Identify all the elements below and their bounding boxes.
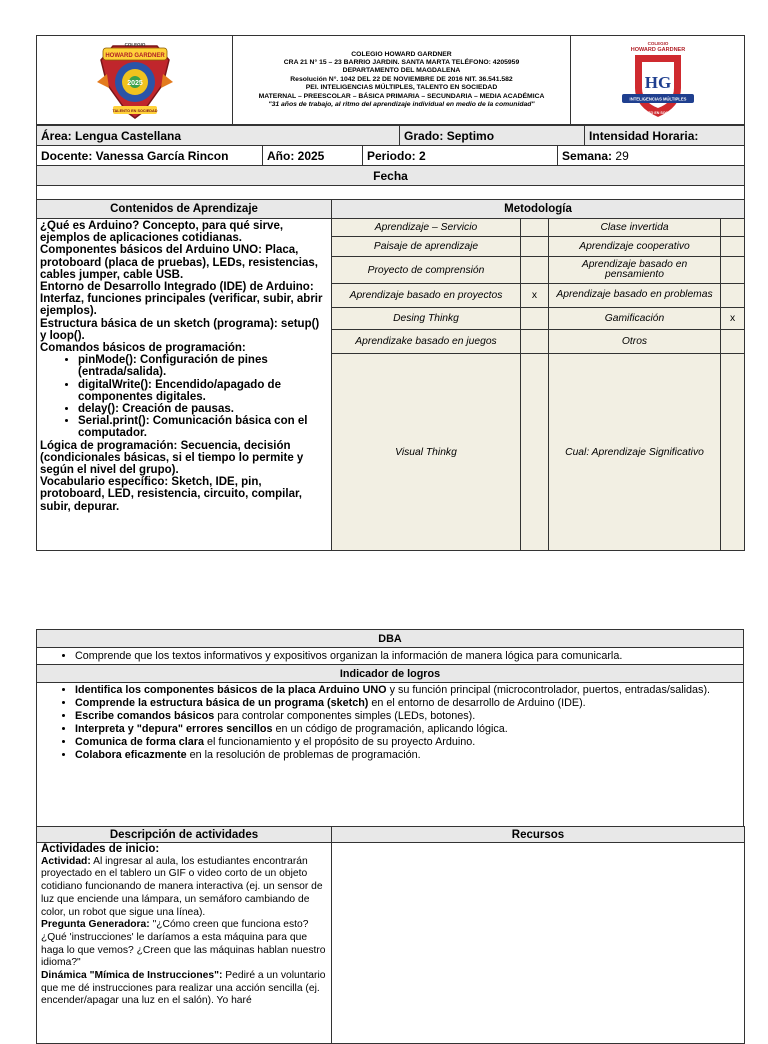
school-crest-left: [93, 38, 177, 122]
activity-paragraph: Dinámica "Mímica de Instrucciones": Pediré a un voluntario que me dé instrucciones para realizar una acción sencilla (ej. encender/apagar una luz en el salón). Yo haré: [41, 970, 326, 1007]
list-item: • Interpreta y "depura" errores sencillos en un código de programación, aplicando lógica.: [75, 723, 739, 736]
content-p2: Componentes básicos del Arduino UNO: Placa, protoboard (placa de pruebas), LEDs, resistencias, cables jumper, cable USB.: [40, 244, 318, 281]
method-mark: [721, 284, 745, 308]
method-name: Paisaje de aprendizaje: [332, 237, 521, 257]
activity-paragraph: Actividad: Al ingresar al aula, los estudiantes encontrarán proyectado en el tablero un GIF o video corto de un objeto cotidiano funcionando de manera interactiva (ej. un sensor de luz que enciende una lámpara, un semáforo cambiando de color, un robot que sigue una línea).: [41, 855, 323, 918]
periodo-field: Periodo: 2: [363, 146, 558, 166]
method-name: Aprendizake basado en juegos: [332, 330, 521, 354]
method-mark: [721, 354, 745, 551]
logros-header: Indicador de logros: [37, 665, 744, 683]
list-item: • Serial.print(): Comunicación básica con el computador.: [78, 415, 328, 439]
method-mark: [721, 257, 745, 284]
method-mark: x: [521, 284, 549, 308]
list-item: • Comprende la estructura básica de un programa (sketch) en el entorno de desarrollo de Arduino (IDE).: [75, 697, 739, 710]
method-mark: [721, 219, 745, 237]
method-mark: [721, 330, 745, 354]
school-name: COLEGIO HOWARD GARDNER: [351, 50, 452, 58]
semana-value: 29: [612, 148, 629, 163]
method-name: Clase invertida: [549, 219, 721, 237]
contents-header: Contenidos de Aprendizaje: [37, 200, 332, 219]
method-name: Aprendizaje basado en problemas: [549, 284, 721, 308]
content-p5: Comandos básicos de programación:: [40, 342, 246, 355]
method-name: Desing Thinkg: [332, 308, 521, 330]
svg-text:COLEGIO: COLEGIO: [647, 41, 668, 46]
method-name: Aprendizaje – Servicio: [332, 219, 521, 237]
dba-list: [37, 650, 743, 663]
school-levels: MATERNAL – PREESCOLAR – BÁSICA PRIMARIA – SECUNDARIA – MEDIA ACADÉMICA: [258, 92, 545, 100]
school-address: CRA 21 N° 15 – 23 BARRIO JARDIN. SANTA MARTA TELÉFONO: 4205959: [283, 58, 520, 66]
svg-text:TALENTO EN SOCIEDAD: TALENTO EN SOCIEDAD: [636, 111, 679, 115]
school-resolution: Resolución N°. 1042 DEL 22 DE NOVIEMBRE DE 2016 NIT. 36.541.582: [290, 75, 513, 83]
content-p7: Vocabulario específico: Sketch, IDE, pin, protoboard, LED, resistencia, circuito, compilar, subir, depurar.: [40, 476, 303, 513]
commands-list: [40, 354, 328, 439]
school-motto: "31 años de trabajo, al ritmo del aprendizaje individual en medio de la comunidad": [268, 101, 535, 109]
method-mark: [521, 237, 549, 257]
fecha-header: Fecha: [37, 166, 745, 186]
svg-text:HG: HG: [644, 73, 671, 92]
activity-paragraph: Pregunta Generadora: "¿Cómo creen que funciona esto? ¿Qué 'instrucciones' le daríamos a esta máquina para que haga lo que vemos? ¿Creen que las máquinas hablan nuestro idioma?": [41, 919, 326, 969]
method-mark: [521, 330, 549, 354]
content-p6: Lógica de programación: Secuencia, decisión (condicionales básicas, si el tiempo lo permite y según el nivel del grupo).: [40, 439, 304, 477]
method-mark: [521, 354, 549, 551]
method-mark: [521, 308, 549, 330]
method-name: Proyecto de comprensión: [332, 257, 521, 284]
activities-table: [36, 826, 745, 1044]
method-name: Aprendizaje basado en pensamiento: [549, 257, 721, 284]
list-item: • Escribe comandos básicos para controlar componentes simples (LEDs, botones).: [75, 710, 739, 723]
svg-text:COLEGIO: COLEGIO: [124, 42, 145, 47]
dba-header: DBA: [37, 630, 744, 648]
left-logo-cell: [37, 36, 233, 125]
resources-header: Recursos: [332, 827, 745, 843]
list-item: • Identifica los componentes básicos de la placa Arduino UNO y su función principal (microcontrolador, puertos, entradas/salidas).: [75, 684, 739, 697]
method-name: Cual: Aprendizaje Significativo: [549, 354, 721, 551]
svg-text:2025: 2025: [126, 80, 143, 87]
logros-cell: [37, 683, 744, 831]
right-logo-cell: [571, 36, 745, 125]
contents-methodology-table: [36, 199, 745, 551]
semana-field: [558, 146, 745, 166]
list-item: • Comprende que los textos informativos y expositivos organizan la información de manera lógica para comunicarla.: [75, 650, 743, 663]
dba-table: [36, 629, 744, 831]
course-info: [36, 125, 745, 202]
docente-field: Docente: Vanessa García Rincon: [37, 146, 263, 166]
dba-cell: [37, 648, 744, 665]
method-name: Aprendizaje basado en proyectos: [332, 284, 521, 308]
svg-text:INTELIGENCIAS MÚLTIPLES: INTELIGENCIAS MÚLTIPLES: [629, 96, 686, 102]
contents-cell: [37, 219, 332, 551]
method-name: Gamificación: [549, 308, 721, 330]
activities-header: Descripción de actividades: [37, 827, 332, 843]
school-pei: PEI. INTELIGENCIAS MÚLTIPLES, TALENTO EN SOCIEDAD: [305, 84, 498, 92]
content-p4: Estructura básica de un sketch (programa): setup() y loop().: [40, 317, 320, 342]
anio-field: Año: 2025: [263, 146, 363, 166]
school-header: [36, 35, 745, 125]
svg-text:HOWARD GARDNER: HOWARD GARDNER: [630, 47, 685, 53]
method-mark: [521, 257, 549, 284]
school-department: DEPARTAMENTO DEL MAGDALENA: [342, 67, 461, 75]
intensidad-field: Intensidad Horaria:: [585, 126, 745, 146]
method-name: Aprendizaje cooperativo: [549, 237, 721, 257]
list-item: • digitalWrite(): Encendido/apagado de componentes digitales.: [78, 379, 328, 403]
svg-text:TALENTO EN SOCIEDAD: TALENTO EN SOCIEDAD: [111, 109, 158, 113]
method-name: Visual Thinkg: [332, 354, 521, 551]
list-item: • Comunica de forma clara el funcionamiento y el propósito de su proyecto Arduino.: [75, 736, 739, 749]
content-p3: Entorno de Desarrollo Integrado (IDE) de Arduino: Interfaz, funciones principales (verificar, subir, abrir ejemplos).: [40, 281, 323, 318]
logros-list: [37, 684, 739, 762]
area-field: Área: Lengua Castellana: [37, 126, 400, 146]
method-name: Otros: [549, 330, 721, 354]
activities-cell: [37, 843, 332, 1044]
svg-text:HOWARD GARDNER: HOWARD GARDNER: [104, 53, 165, 59]
list-item: • Colabora eficazmente en la resolución de problemas de programación.: [75, 749, 739, 762]
list-item: • delay(): Creación de pausas.: [78, 403, 328, 415]
grado-field: Grado: Septimo: [400, 126, 585, 146]
school-crest-right: [618, 38, 698, 122]
method-mark: x: [721, 308, 745, 330]
resources-cell: [332, 843, 745, 1044]
school-info: [233, 36, 571, 125]
method-mark: [721, 237, 745, 257]
method-mark: [521, 219, 549, 237]
list-item: • pinMode(): Configuración de pines (entrada/salida).: [78, 354, 328, 378]
inicio-title: Actividades de inicio:: [41, 843, 160, 855]
methodology-header: Metodología: [332, 200, 745, 219]
semana-label: Semana:: [562, 148, 613, 163]
content-p1: ¿Qué es Arduino? Concepto, para qué sirve, ejemplos de aplicaciones cotidianas.: [40, 220, 284, 245]
